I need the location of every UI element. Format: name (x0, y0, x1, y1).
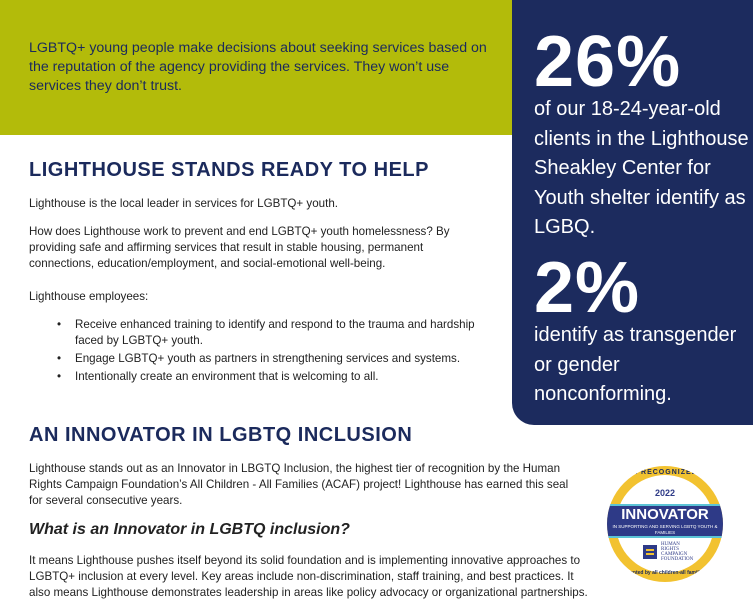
paragraph: Lighthouse is the local leader in services for LGBTQ+ youth. (29, 197, 339, 210)
paragraph: How does Lighthouse work to prevent and end LGBTQ+ youth homelessness? By providing safe and affirming services that result in stable housing, permanent connections, education/employment, and social-emotional well-being. (29, 225, 450, 270)
innovator-badge (607, 466, 723, 582)
stat-value-2: 2% (534, 248, 641, 328)
list-item: • Intentionally create an environment that is welcoming to all. (75, 369, 505, 385)
badge-year: 2022 (654, 488, 676, 498)
badge-top-text: A RECOGNIZED (632, 469, 698, 476)
list-item: • Engage LGBTQ+ youth as partners in strengthening services and systems. (75, 351, 505, 367)
hrc-logo-icon (643, 545, 657, 559)
stat-text-2: identify as transgender or gender nonconforming. (534, 324, 737, 405)
stat-text-1: of our 18-24-year-old clients in the Lighthouse Sheakley Center for Youth shelter identify as LGBQ. (534, 98, 749, 238)
badge-bottom-text: Presented by all children-all families™ (619, 570, 711, 576)
badge-org: HUMAN RIGHTS CAMPAIGN FOUNDATION (661, 542, 694, 562)
subheading: What is an Innovator in LGBTQ inclusion? (29, 521, 350, 538)
stats-panel (512, 0, 753, 425)
paragraph: Lighthouse employees: (29, 290, 149, 303)
section-heading-innovator: AN INNOVATOR IN LGBTQ INCLUSION (29, 424, 413, 446)
intro-banner (0, 0, 512, 135)
employee-list (75, 317, 505, 387)
intro-text: LGBTQ+ young people make decisions about seeking services based on the reputation of the agency providing the services. They won’t use services they don’t trust. (29, 40, 487, 94)
section-heading-help: LIGHTHOUSE STANDS READY TO HELP (29, 159, 429, 181)
badge-title: INNOVATOR (621, 506, 709, 523)
paragraph: It means Lighthouse pushes itself beyond its solid foundation and is implementing innovative approaches to LGBTQ+ inclusion at every level. Key areas include non-discrimination, staff training, and best practices. It also means Lighthouse demonstrates leadership in areas like policy advocacy or organizational partnerships. (29, 554, 588, 599)
stat-value-1: 26% (534, 22, 682, 102)
badge-subtitle: IN SUPPORTING AND SERVING LGBTQ YOUTH & FAMILIES (612, 524, 718, 535)
list-item: • Receive enhanced training to identify and respond to the trauma and hardship faced by LGBTQ+ youth. (75, 317, 505, 349)
paragraph: Lighthouse stands out as an Innovator in LBGTQ Inclusion, the highest tier of recognition by the Human Rights Campaign Foundation’s All Children - All Families (ACAF) project! Lighthouse has earned this seal for several consecutive years. (29, 462, 569, 507)
